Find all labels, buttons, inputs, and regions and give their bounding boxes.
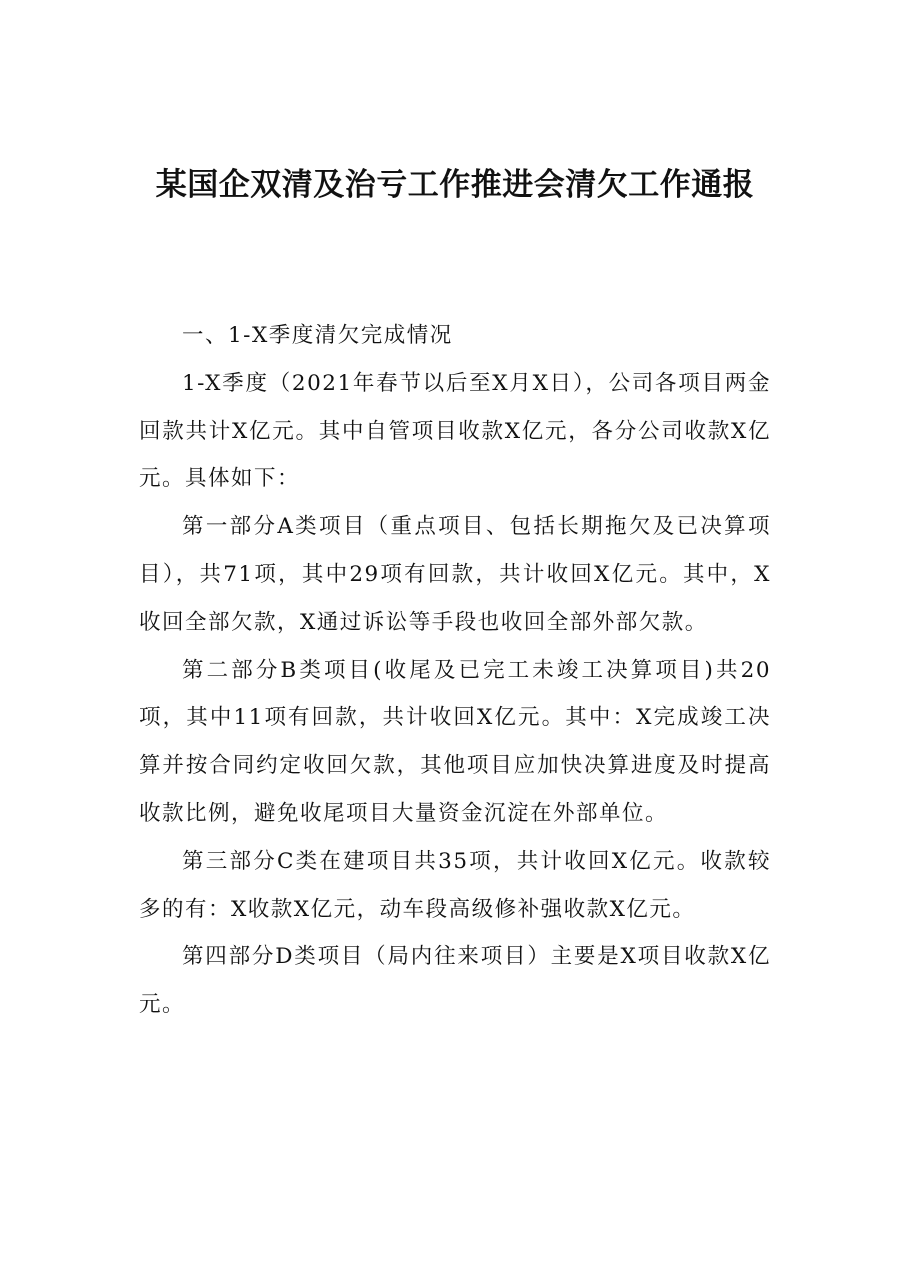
paragraph-part-a: 第一部分A类项目（重点项目、包括长期拖欠及已决算项目），共71项，其中29项有回款，共计收回X亿元。其中，X收回全部欠款，X通过诉讼等手段也收回全部外部欠款。 (139, 514, 771, 635)
paragraph-part-d: 第四部分D类项目（局内往来项目）主要是X项目收款X亿元。 (139, 944, 771, 1018)
paragraph-part-b: 第二部分B类项目(收尾及已完工未竣工决算项目)共20项，其中11项有回款，共计收回X亿元。其中：X完成竣工决算并按合同约定收回欠款，其他项目应加快决算进度及时提高收款比例，避免收尾项目大量资金沉淀在外部单位。 (139, 657, 771, 826)
section-heading: 一、1-X季度清欠完成情况 (182, 323, 453, 348)
paragraph-part-c: 第三部分C类在建项目共35项，共计收回X亿元。收款较多的有：X收款X亿元，动车段高级修补强收款X亿元。 (139, 848, 771, 922)
document-title: 某国企双清及治亏工作推进会清欠工作通报 (155, 167, 755, 203)
document-body (139, 312, 771, 1029)
paragraph-summary: 1-X季度（2021年春节以后至X月X日），公司各项目两金回款共计X亿元。其中自管项目收款X亿元，各分公司收款X亿元。具体如下： (139, 370, 771, 492)
